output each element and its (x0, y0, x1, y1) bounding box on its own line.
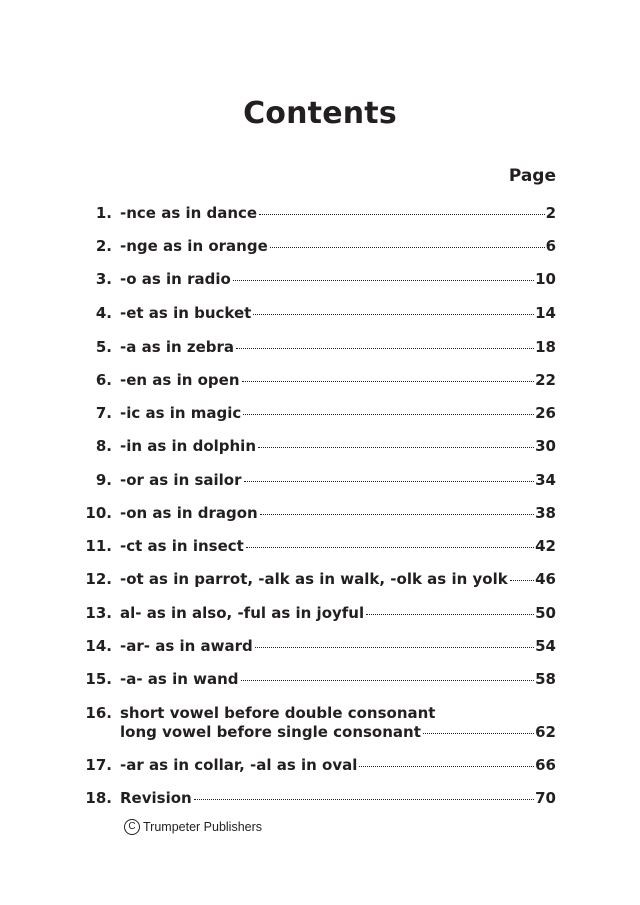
dot-leader (255, 647, 534, 648)
entry-page-number: 2 (545, 204, 556, 222)
entry-page-number: 38 (535, 504, 556, 522)
entry-number: 12. (85, 570, 112, 588)
entry-title: -ar- as in award (120, 637, 253, 655)
entry-page-number: 30 (535, 437, 556, 455)
entry-page-number: 42 (535, 537, 556, 555)
entry-title-line-1: short vowel before double consonant (120, 704, 436, 722)
dot-leader (241, 680, 535, 681)
entry-title: -ic as in magic (120, 404, 242, 422)
entry-number: 6. (95, 371, 112, 389)
entry-title: -ot as in parrot, -alk as in walk, -olk as in yolk (120, 570, 508, 588)
entry-page-number: 18 (535, 338, 556, 356)
entry-number: 15. (85, 670, 112, 688)
entry-page-number: 34 (535, 471, 556, 489)
entry-title: -nce as in dance (120, 204, 258, 222)
entry-page-number: 54 (535, 637, 556, 655)
page-column-header: Page (508, 166, 556, 186)
entry-page-number: 50 (535, 604, 556, 622)
entry-number: 14. (85, 637, 112, 655)
entry-title: -in as in dolphin (120, 437, 257, 455)
entry-title: long vowel before single consonant (120, 723, 421, 741)
page-title: Contents (243, 96, 397, 131)
entry-title: al- as in also, -ful as in joyful (120, 604, 365, 622)
dot-leader (510, 580, 534, 581)
entry-title: -o as in radio (120, 270, 231, 288)
entry-title: -a- as in wand (120, 670, 239, 688)
dot-leader (242, 381, 535, 382)
entry-page-number: 58 (535, 670, 556, 688)
entry-page-number: 66 (535, 756, 556, 774)
dot-leader (233, 280, 534, 281)
entry-page-number: 14 (535, 304, 556, 322)
dot-leader (366, 614, 534, 615)
entry-page-number: 26 (535, 404, 556, 422)
dot-leader (359, 766, 534, 767)
entry-page-number: 6 (545, 237, 556, 255)
entry-title: -ar as in collar, -al as in oval (120, 756, 358, 774)
entry-number: 2. (95, 237, 112, 255)
entry-number: 10. (85, 504, 112, 522)
entry-number: 8. (95, 437, 112, 455)
entry-number: 3. (95, 270, 112, 288)
entry-number: 1. (95, 204, 112, 222)
entry-title: -a as in zebra (120, 338, 235, 356)
entry-number: 16. (85, 704, 112, 722)
dot-leader (236, 348, 534, 349)
entry-title: Revision (120, 789, 192, 807)
entry-number: 18. (85, 789, 112, 807)
dot-leader (258, 447, 534, 448)
entry-title: -or as in sailor (120, 471, 242, 489)
entry-number: 5. (95, 338, 112, 356)
copyright-icon: C (124, 819, 140, 835)
entry-page-number: 62 (535, 723, 556, 741)
entry-number: 13. (85, 604, 112, 622)
publisher-name: Trumpeter Publishers (143, 820, 263, 834)
entry-title: -en as in open (120, 371, 240, 389)
entry-number: 4. (95, 304, 112, 322)
entry-title: -et as in bucket (120, 304, 252, 322)
dot-leader (244, 481, 535, 482)
entry-page-number: 46 (535, 570, 556, 588)
copyright-footer (124, 819, 262, 835)
entry-number: 17. (85, 756, 112, 774)
entry-page-number: 70 (535, 789, 556, 807)
dot-leader (259, 214, 544, 215)
dot-leader (246, 547, 534, 548)
dot-leader (270, 247, 545, 248)
entry-page-number: 10 (535, 270, 556, 288)
entry-title: -nge as in orange (120, 237, 268, 255)
dot-leader (243, 414, 534, 415)
dot-leader (194, 799, 534, 800)
entry-number: 9. (95, 471, 112, 489)
entry-number: 11. (85, 537, 112, 555)
entry-title: -ct as in insect (120, 537, 244, 555)
dot-leader (253, 314, 534, 315)
dot-leader (423, 733, 534, 734)
entry-page-number: 22 (535, 371, 556, 389)
entry-number: 7. (95, 404, 112, 422)
dot-leader (260, 514, 534, 515)
entry-title: -on as in dragon (120, 504, 258, 522)
